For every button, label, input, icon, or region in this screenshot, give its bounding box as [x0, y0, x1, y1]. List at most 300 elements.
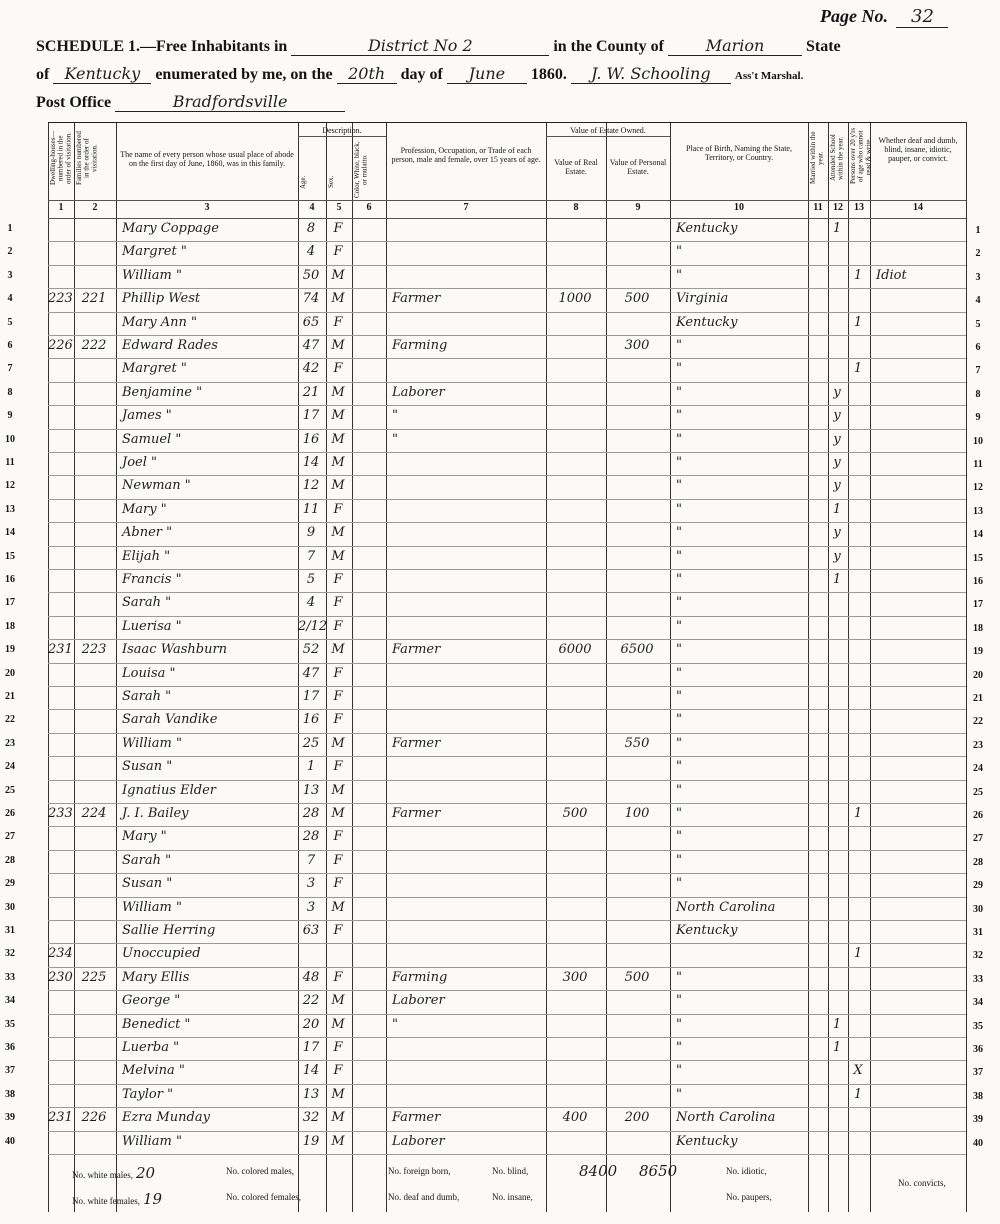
column-rule: [74, 122, 75, 1212]
column-number: 12: [833, 202, 843, 213]
person-name: Sarah ": [122, 852, 172, 868]
row-rule: [48, 1084, 966, 1085]
person-name: Susan ": [122, 759, 173, 775]
person-name: Melvina ": [122, 1063, 185, 1079]
line-number-right: 30: [973, 903, 983, 915]
birthplace: ": [676, 384, 682, 400]
header-real-estate: Value of Real Estate.: [554, 158, 598, 177]
birthplace: North Carolina: [676, 899, 776, 915]
line-number-right: 7: [975, 365, 981, 377]
footer-paupers: [726, 1192, 772, 1202]
line-number-right: 39: [973, 1114, 983, 1126]
age: 32: [302, 1110, 320, 1126]
line-number-left: 20: [5, 667, 15, 679]
column-number: 5: [336, 202, 342, 213]
line-number-left: 40: [5, 1135, 15, 1147]
footer-white-females-label: No. white females,: [72, 1196, 140, 1206]
row-rule: [48, 288, 966, 289]
column-rule: [386, 122, 387, 1212]
age: 47: [302, 338, 320, 353]
age: 63: [302, 923, 320, 938]
occupation: Laborer: [392, 993, 445, 1009]
dwelling-number: 226: [48, 338, 73, 353]
row-rule: [48, 452, 966, 453]
footer-colored-males: [226, 1166, 294, 1176]
cannot-read-write: 1: [853, 806, 863, 821]
person-name: Sarah ": [122, 689, 172, 704]
birthplace: ": [676, 876, 682, 892]
age: 20: [302, 1016, 320, 1032]
sex: M: [331, 993, 345, 1009]
sex: F: [333, 572, 343, 587]
age: 19: [302, 1133, 320, 1149]
real-estate-value: 300: [562, 969, 588, 985]
sex: M: [331, 384, 345, 400]
person-name: Joel ": [122, 455, 158, 470]
person-name: Mary ": [122, 501, 167, 517]
sex: F: [333, 361, 343, 377]
line-number-left: 8: [7, 386, 13, 398]
dwelling-number: 233: [48, 806, 73, 821]
line-number-left: 39: [5, 1112, 15, 1124]
month-value: June: [447, 64, 527, 84]
row-rule: [48, 1131, 966, 1132]
birthplace: ": [676, 829, 682, 845]
birthplace: ": [676, 1040, 682, 1055]
column-number: 13: [854, 202, 864, 213]
row-rule: [48, 312, 966, 313]
header-name: The name of every person whose usual place of abode on the first day of June, 1860, was in this family.: [120, 150, 294, 169]
dwelling-number: 231: [48, 1110, 73, 1126]
sex: M: [331, 899, 345, 915]
row-rule: [48, 1014, 966, 1015]
person-name: James ": [122, 408, 172, 424]
birthplace: ": [676, 338, 682, 353]
footer-total-real: [576, 1162, 617, 1180]
row-rule: [48, 522, 966, 523]
birthplace: ": [676, 478, 682, 494]
line-number-right: 29: [973, 880, 983, 892]
footer-total-real-value: 8400: [579, 1162, 618, 1180]
enumeration-line: [36, 64, 803, 84]
sex: F: [333, 969, 343, 985]
line-number-right: 16: [973, 576, 983, 587]
line-number-left: 23: [5, 737, 15, 749]
header-condition: Whether deaf and dumb, blind, insane, idiotic, pauper, or convict.: [878, 136, 958, 164]
personal-estate-value: 500: [624, 969, 650, 985]
sex: M: [331, 525, 345, 541]
person-name: Sarah ": [122, 595, 172, 611]
age: 16: [302, 712, 320, 728]
age: 65: [302, 314, 320, 330]
line-number-right: 36: [973, 1044, 983, 1055]
header-sex: Sex.: [327, 175, 335, 189]
schedule-title: SCHEDULE 1.—Free Inhabitants in: [36, 38, 288, 55]
age: 50: [302, 267, 320, 283]
birthplace: ": [676, 782, 682, 798]
occupation: ": [392, 1016, 398, 1032]
person-name: Samuel ": [122, 431, 182, 447]
person-name: Unoccupied: [122, 946, 201, 962]
sex: F: [333, 501, 343, 517]
line-number-left: 35: [5, 1018, 15, 1030]
header-color: Color, White, black, or mulatto.: [353, 141, 369, 199]
census-table: [5, 122, 983, 1218]
header-personal-estate: Value of Personal Estate.: [609, 158, 667, 177]
line-number-left: 6: [7, 340, 13, 351]
cannot-read-write: X: [853, 1063, 863, 1079]
column-number: 14: [913, 202, 923, 213]
personal-estate-value: 500: [624, 291, 650, 307]
description-rule: [298, 136, 386, 137]
age: 12: [302, 478, 320, 494]
day-of-label: day of: [400, 66, 443, 83]
marshal-name: J. W. Schooling: [571, 64, 731, 84]
county-label: in the County of: [553, 38, 664, 55]
occupation: Farming: [392, 338, 448, 353]
age: 14: [302, 1063, 320, 1079]
attended-school: y: [833, 548, 841, 564]
footer-foreign-born-label: No. foreign born,: [388, 1166, 451, 1176]
sex: M: [331, 806, 345, 821]
year-value: 1860.: [530, 66, 567, 83]
person-name: Phillip West: [122, 291, 201, 307]
sex: F: [333, 852, 343, 868]
attended-school: 1: [832, 221, 842, 236]
age: 5: [306, 572, 316, 587]
person-name: Newman ": [122, 478, 191, 494]
person-name: Benjamine ": [122, 384, 203, 400]
footer-blind: [492, 1166, 528, 1176]
line-number-right: 14: [973, 529, 983, 541]
line-number-right: 34: [973, 997, 983, 1009]
cannot-read-write: 1: [853, 267, 863, 283]
row-rule: [48, 850, 966, 851]
personal-estate-value: 100: [624, 806, 650, 821]
footer-convicts-label: No. convicts,: [898, 1178, 946, 1188]
birthplace: ": [676, 525, 682, 541]
attended-school: y: [833, 478, 841, 494]
county-value: Marion: [668, 36, 802, 56]
row-rule: [48, 241, 966, 242]
condition: Idiot: [876, 267, 907, 283]
footer-convicts: [898, 1178, 946, 1188]
line-number-right: 23: [973, 739, 983, 751]
header-description: Description.: [322, 126, 362, 135]
birthplace: ": [676, 548, 682, 564]
column-rule: [546, 122, 547, 1212]
column-rule: [48, 122, 49, 1212]
person-name: Isaac Washburn: [122, 642, 228, 658]
person-name: Susan ": [122, 876, 173, 892]
birthplace: ": [676, 852, 682, 868]
birthplace: ": [676, 689, 682, 704]
birthplace: ": [676, 267, 682, 283]
birthplace: ": [676, 572, 682, 587]
line-number-right: 37: [973, 1067, 983, 1079]
state-label: State: [806, 38, 841, 55]
footer-deaf-dumb-label: No. deaf and dumb,: [388, 1192, 460, 1202]
person-name: George ": [122, 993, 181, 1009]
birthplace: ": [676, 431, 682, 447]
line-number-left: 17: [5, 597, 15, 609]
header-age: Age.: [299, 175, 307, 189]
line-number-right: 40: [973, 1137, 983, 1149]
line-number-right: 28: [973, 856, 983, 868]
column-rule: [352, 122, 353, 1212]
birthplace: Kentucky: [676, 221, 738, 236]
line-number-left: 34: [5, 995, 15, 1007]
line-number-left: 15: [5, 550, 15, 562]
footer-total-personal: [636, 1162, 677, 1180]
row-rule: [48, 639, 966, 640]
footer-total-personal-value: 8650: [639, 1162, 678, 1180]
column-number: 9: [635, 202, 641, 213]
age: 17: [302, 408, 320, 424]
family-number: 223: [81, 642, 107, 658]
age: 13: [302, 1086, 320, 1102]
attended-school: y: [833, 455, 841, 470]
row-rule: [48, 943, 966, 944]
line-number-right: 15: [973, 552, 983, 564]
line-number-right: 25: [973, 786, 983, 798]
dwelling-number: 234: [48, 946, 73, 962]
line-number-right: 33: [973, 973, 983, 985]
header-birthplace: Place of Birth, Naming the State, Territory, or Country.: [686, 144, 792, 163]
line-number-left: 16: [5, 574, 15, 585]
row-rule: [48, 1154, 966, 1155]
occupation: Laborer: [392, 1133, 445, 1149]
age: 4: [306, 244, 316, 260]
person-name: Mary ": [122, 829, 167, 845]
line-number-left: 9: [7, 410, 13, 422]
real-estate-value: 500: [562, 806, 588, 821]
person-name: Sarah Vandike: [122, 712, 218, 728]
header-married: Married within the year.: [809, 131, 825, 185]
birthplace: ": [676, 642, 682, 658]
age: 17: [302, 1040, 320, 1055]
sex: M: [331, 478, 345, 494]
line-number-left: 22: [5, 714, 15, 726]
birthplace: ": [676, 408, 682, 424]
age: 14: [302, 455, 320, 470]
column-rule: [848, 122, 849, 1212]
line-number-right: 26: [973, 810, 983, 821]
birthplace: Kentucky: [676, 923, 738, 938]
age: 16: [302, 431, 320, 447]
person-name: Benedict ": [122, 1016, 191, 1032]
row-rule: [48, 990, 966, 991]
row-rule: [48, 897, 966, 898]
row-rule: [48, 569, 966, 570]
age: 42: [302, 361, 320, 377]
line-number-right: 21: [973, 693, 983, 704]
line-number-right: 22: [973, 716, 983, 728]
column-number: 6: [366, 202, 372, 213]
person-name: Margret ": [122, 361, 187, 377]
person-name: William ": [122, 1133, 182, 1149]
person-name: Mary Ellis: [122, 969, 190, 985]
age: 48: [302, 969, 320, 985]
person-name: Abner ": [122, 525, 173, 541]
row-rule: [48, 686, 966, 687]
person-name: Mary Coppage: [122, 221, 219, 236]
column-number: 7: [463, 202, 469, 213]
row-rule: [48, 920, 966, 921]
real-estate-value: 400: [562, 1110, 588, 1126]
birthplace: ": [676, 1016, 682, 1032]
header-school: Attended School within the year.: [829, 134, 845, 182]
line-number-right: 13: [973, 505, 983, 517]
sex: F: [333, 689, 343, 704]
age: 13: [302, 782, 320, 798]
of-label: of: [36, 66, 50, 83]
line-number-right: 19: [973, 646, 983, 658]
birthplace: ": [676, 806, 682, 821]
row-rule: [48, 709, 966, 710]
sex: M: [331, 735, 345, 751]
footer-paupers-label: No. paupers,: [726, 1192, 772, 1202]
row-rule: [48, 1107, 966, 1108]
sex: M: [331, 1133, 345, 1149]
occupation: Farmer: [392, 735, 441, 751]
age: 7: [306, 852, 316, 868]
sex: M: [331, 455, 345, 470]
row-rule: [48, 756, 966, 757]
footer-colored-males-label: No. colored males,: [226, 1166, 294, 1176]
footer-insane: [492, 1192, 533, 1202]
column-rule: [966, 122, 967, 1212]
person-name: William ": [122, 267, 182, 283]
line-number-left: 3: [7, 269, 13, 281]
age: 17: [302, 689, 320, 704]
age: 28: [302, 806, 320, 821]
marshal-label: Ass't Marshal.: [734, 70, 804, 82]
footer-white-males-value: 20: [136, 1164, 156, 1182]
row-rule: [48, 429, 966, 430]
line-number-left: 7: [7, 363, 13, 375]
footer-idiotic: [726, 1166, 767, 1176]
age: 21: [302, 384, 320, 400]
person-name: William ": [122, 735, 182, 751]
birthplace: ": [676, 618, 682, 634]
column-rule: [116, 122, 117, 1212]
line-number-right: 5: [975, 318, 981, 330]
post-office-label: Post Office: [36, 94, 112, 111]
line-number-left: 37: [5, 1065, 15, 1077]
row-rule: [48, 826, 966, 827]
birthplace: ": [676, 759, 682, 775]
cannot-read-write: 1: [853, 946, 863, 962]
sex: M: [331, 267, 345, 283]
column-rule: [870, 122, 871, 1212]
line-number-left: 12: [5, 480, 15, 492]
sex: F: [333, 665, 343, 681]
sex: F: [333, 876, 343, 892]
birthplace: ": [676, 993, 682, 1009]
footer-foreign-born: [388, 1166, 451, 1176]
row-rule: [48, 499, 966, 500]
line-number-left: 19: [5, 644, 15, 656]
age: 28: [302, 829, 320, 845]
age: 3: [306, 876, 316, 892]
row-rule: [48, 546, 966, 547]
cannot-read-write: 1: [853, 361, 863, 377]
age: 25: [302, 735, 320, 751]
sex: F: [333, 1063, 343, 1079]
line-number-left: 29: [5, 878, 15, 890]
line-number-left: 1: [7, 223, 13, 234]
occupation: Laborer: [392, 384, 445, 400]
line-number-left: 14: [5, 527, 15, 539]
sex: F: [333, 1040, 343, 1055]
line-number-left: 25: [5, 784, 15, 796]
birthplace: ": [676, 1063, 682, 1079]
sex: F: [333, 712, 343, 728]
sex: M: [331, 1110, 345, 1126]
birthplace: North Carolina: [676, 1110, 776, 1126]
birthplace: Kentucky: [676, 1133, 738, 1149]
person-name: Ezra Munday: [122, 1110, 210, 1126]
cannot-read-write: 1: [853, 1086, 863, 1102]
row-rule: [48, 1060, 966, 1061]
line-number-right: 4: [975, 295, 981, 307]
attended-school: 1: [832, 572, 842, 587]
birthplace: Kentucky: [676, 314, 738, 330]
person-name: Louisa ": [122, 665, 176, 681]
dwelling-number: 230: [48, 969, 73, 985]
footer-white-females: [72, 1190, 162, 1208]
footer-blind-label: No. blind,: [492, 1166, 529, 1176]
age: 8: [306, 221, 316, 236]
column-number: 4: [309, 202, 315, 213]
birthplace: ": [676, 735, 682, 751]
line-number-left: 21: [5, 691, 15, 702]
line-number-left: 24: [5, 761, 15, 773]
family-number: 222: [81, 338, 107, 353]
line-number-right: 32: [973, 950, 983, 962]
column-rule: [808, 122, 809, 1212]
line-number-left: 28: [5, 854, 15, 866]
person-name: Margret ": [122, 244, 187, 260]
attended-school: y: [833, 431, 841, 447]
column-number: 8: [573, 202, 579, 213]
age: 1: [306, 759, 316, 775]
sex: F: [333, 314, 343, 330]
cannot-read-write: 1: [853, 314, 863, 330]
row-rule: [48, 967, 966, 968]
line-number-right: 8: [975, 388, 981, 400]
row-rule: [48, 382, 966, 383]
line-number-left: 36: [5, 1042, 15, 1053]
line-number-right: 27: [973, 833, 983, 845]
sex: F: [333, 244, 343, 260]
sex: M: [331, 1086, 345, 1102]
line-number-right: 2: [975, 248, 981, 260]
line-number-left: 10: [5, 433, 15, 445]
family-number: 226: [81, 1110, 107, 1126]
header-bottom-rule: [48, 218, 966, 219]
line-number-right: 20: [973, 669, 983, 681]
line-number-left: 32: [5, 948, 15, 960]
footer-insane-label: No. insane,: [492, 1192, 533, 1202]
page-number-label: Page No.: [820, 6, 888, 26]
line-number-right: 18: [973, 622, 983, 634]
birthplace: ": [676, 244, 682, 260]
header-estate: Value of Estate Owned.: [570, 126, 646, 135]
line-number-right: 3: [975, 271, 981, 283]
column-number: 2: [92, 202, 98, 213]
